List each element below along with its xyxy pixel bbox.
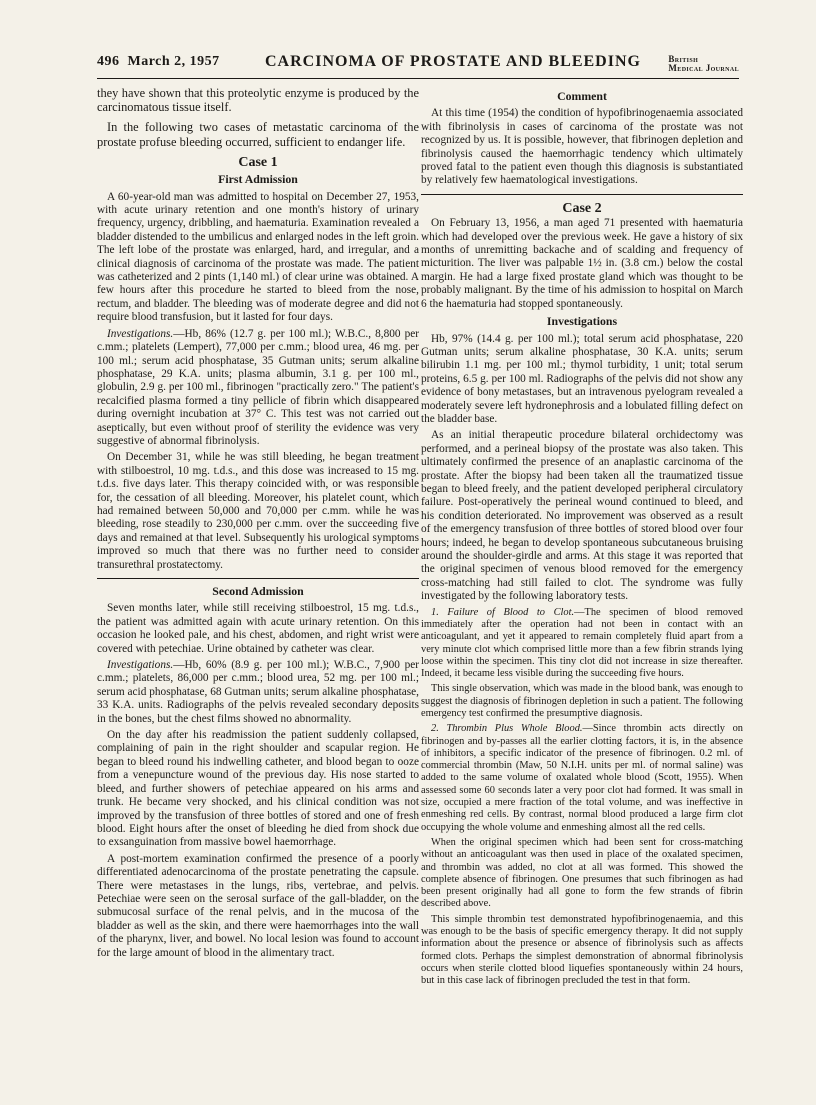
case2-investigations: Hb, 97% (14.4 g. per 100 ml.); total serum acid phosphatase, 220 Gutman units; serum alkaline phosphatase, 30 K.A. units; serum bilirubin 1.1 mg. per 100 ml.; thymol turbidity, 1 unit; total serum proteins, 6.5 g. per 100 ml. Radiographs of the pelvis did not show any evidence of bony metastases, but an intravenous pyelogram revealed a moderately severe left hydronephrosis and a lobulated filling defect on the bladder base. [421, 332, 743, 425]
second-admission-heading: Second Admission [212, 584, 304, 598]
test-2-paragraph: 2. Thrombin Plus Whole Blood.—Since thrombin acts directly on fibrinogen and by-passes all the earlier clotting factors, it is, in the absence of inhibitors, a specific indicator of the presence of fibrinogen. 0.2 ml. of commercial thrombin (Maw, 50 N.I.H. units per ml. of normal saline) was added to the same volume of oxalated whole blood (Scott, 1955). When assessed some 60 seconds later a very poor clot had formed. It was small in size, occupied a mere fraction of the total volume, and was ineffective in enmeshing red cells. By contrast, normal blood produced a large firm clot occupying the whole volume and enmeshing almost all the red cells. [421, 723, 744, 833]
comment-paragraph: At this time (1954) the condition of hypofibrinogenaemia associated with fibrinolysis in cases of carcinoma of the prostate was not recognized by us. It is possible, however, that fibrinogen depletion and fibrinolysis caused the haemorrhagic tendency which ultimately proved fatal to the patient even though this diagnosis is substantiated by relatively few haematological investigations. [421, 107, 743, 187]
case1-investigations-2: Investigations.—Hb, 60% (8.9 g. per 100 ml.); W.B.C., 7,900 per c.mm.; platelets, 86,000 per c.mm.; blood urea, 52 mg. per 100 ml.; serum acid phosphatase, 68 Gutman units; serum alkaline phosphatase, 33 K.A. units. Radiographs of the pelvis revealed secondary deposits in the bones, but the chest films showed no abnormality. [97, 659, 419, 725]
test-2-followup-1: When the original specimen which had been sent for cross-matching without an anticoagulant was then used in place of the oxalated specimen, and thrombin was added, no clot at all was formed. This showed the complete absence of fibrinogen. One presumes that such fibrinogen as had been present originally had all gone to form the few strands of fibrin described above. [421, 836, 743, 910]
case1-paragraph-4: Seven months later, while still receiving stilboestrol, 15 mg. t.d.s., the patient was admitted again with acute urinary retention. On this occasion he looked pale, and his chest, abdomen, and right wrist were covered with petechiae. Urine obtained by catheter was clear. [97, 602, 419, 655]
case1-paragraph-7: A post-mortem examination confirmed the presence of a poorly differentiated adenocarcinoma of the prostate penetrating the capsule. There were metastases in the lungs, ribs, vertebrae, and pelvis. Petechiae were seen on the serosal surface of the gall-bladder, on the submucosal surface of the renal pelvis, and in the mucosa of the bladder as well as the skin, and there were haemorrhages into the wall of the pharynx, liver, and bowel. No local lesion was found to account for the large amount of blood in the alimentary tract. [97, 852, 419, 959]
case1-investigations-1: Investigations.—Hb, 86% (12.7 g. per 100 ml.); W.B.C., 8,800 per c.mm.; platelets (Lempert), 77,000 per c.mm.; blood urea, 46 mg. per 100 ml.; serum acid phosphatase, 35 Gutman units; serum alkaline phosphatase, 29 K.A. units; plasma albumin, 3.1 g. per 100 ml., globulin, 2.9 g. per 100 ml., fibrinogen "practically zero." The patient's recalcified plasma formed a tiny pellicle of fibrin which disappeared during overnight incubation at 37° C. This test was not carried out aseptically, but even without proof of sterility the evidence was very suggestive of abnormal fibrinolysis. [97, 327, 419, 447]
case2-paragraph-1: On February 13, 1956, a man aged 71 presented with haematuria which had developed over the previous week. He gave a history of six months of unremitting backache and of scalding and frequency of micturition. The liver was palpable 1½ in. (3.8 cm.) below the costal margin. He had a large fixed prostate gland which was thought to be probably malignant. By the time of his admission to hospital on March 6 the haematuria had stopped spontaneously. [421, 217, 743, 310]
case2-paragraph-4: As an initial therapeutic procedure bilateral orchidectomy was performed, and a perineal biopsy of the prostate was also taken. This ultimately confirmed the presence of an anaplastic carcinoma of the prostate. After the biopsy had been taken all the traumatized tissue began to bleed freely, and the patient developed peripheral circulatory failure. Post-operatively the perineal wound continued to bleed, and his condition deteriorated. No improvement was observed as a result of the emergency transfusion of three bottles of stored blood over four hours; indeed, he began to develop spontaneous subcutaneous bruising around the shoulder-girdle and arms. At this stage it was reported that the original specimen of venous blood removed for the emergency cross-matching had still failed to clot. The syndrome was fully investigated by the following laboratory tests. [421, 429, 743, 603]
running-header [97, 52, 739, 79]
intro-paragraph-2: In the following two cases of metastatic carcinoma of the prostate profuse bleeding occurred, sufficient to endanger life. [97, 120, 419, 149]
first-admission-heading: First Admission [218, 172, 298, 187]
investigations-heading: Investigations [546, 314, 618, 329]
test-2-followup-2: This simple thrombin test demonstrated hypofibrinogenaemia, and this was enough to be the basis of specific emergency therapy. It did not supply information about the presence or absence of fibrinolysis such as affects formed clots. Perhaps the simplest demonstration of abnormal fibrinolysis occurs when sterile clotted blood liquefies spontaneously within 24 hours, but in this case lack of fibrinogen precluded the test in that form. [421, 913, 743, 987]
case1-paragraph-6: On the day after his readmission the patient suddenly collapsed, complaining of pain in the right shoulder and scapular region. He began to bleed round his indwelling catheter, and blood began to ooze from a venepuncture wound of the previous day. His nose started to bleed, and further showers of petechiae appeared on his arms and trunk. He became very shocked, and his clinical condition was not improved by the transfusion of three bottles of stored and one of fresh blood. Eight hours after the onset of bleeding he died from shock due to exsanguination from massive bowel haemorrhage. [97, 729, 419, 849]
section-divider [97, 578, 419, 579]
section-divider [421, 194, 743, 195]
case2-heading: Case 2 [562, 200, 602, 216]
comment-heading: Comment [557, 89, 607, 103]
left-column [97, 86, 419, 963]
running-title: CARCINOMA OF PROSTATE AND BLEEDING [265, 53, 641, 70]
page-number-and-date: 496 March 2, 1957 [97, 54, 220, 69]
case1-heading: Case 1 [238, 154, 278, 170]
test-1-paragraph: 1. Failure of Blood to Clot.—The specimen of blood removed immediately after the operation had not been in contact with an anticoagulant, and yet it appeared to remain completely fluid apart from a very minute clot which comprised little more than a few fibrin strands lying loose within the specimen. This tiny clot did not increase in size thereafter. Indeed, it became less visible during the succeeding five hours. [421, 606, 744, 680]
journal-name: British Medical Journal [668, 54, 739, 73]
intro-paragraph-1: they have shown that this proteolytic enzyme is produced by the carcinomatous tissue itself. [97, 86, 419, 115]
case1-paragraph-3: On December 31, while he was still bleeding, he began treatment with stilboestrol, 10 mg. t.d.s., and this dose was increased to 15 mg. t.d.s. five days later. This therapy coincided with, or was responsible for, the cessation of all bleeding. Moreover, his platelet count, which had remained between 50,000 and 70,000 per c.mm. while he was bleeding, rose steadily to 230,000 per c.mm. over the succeeding five days and remained at that level. Subsequently his urological symptoms improved so much that there was no further need to consider transurethral prostatectomy. [97, 451, 419, 571]
test-1-followup: This single observation, which was made in the blood bank, was enough to suggest the diagnosis of fibrinogen depletion in such a patient. The following emergency test confirmed the presumptive diagnosis. [421, 683, 743, 719]
right-column [421, 86, 743, 991]
case1-paragraph-1: A 60-year-old man was admitted to hospital on December 27, 1953, with acute urinary retention and one month's history of urinary frequency, urgency, dribbling, and haematuria. Examination revealed a bladder distended to the umbilicus and enlarged nodes in the left groin. The left lobe of the prostate was enlarged, hard, and irregular, and a clinical diagnosis of carcinoma of the prostate was made. The patient was catheterized and 2 pints (1,140 ml.) of clear urine was obtained. A few hours after this procedure he started to bleed from the nose, rectum, and bladder. The bleeding was of moderate degree and did not require blood transfusion, but it lasted for four days. [97, 190, 419, 324]
